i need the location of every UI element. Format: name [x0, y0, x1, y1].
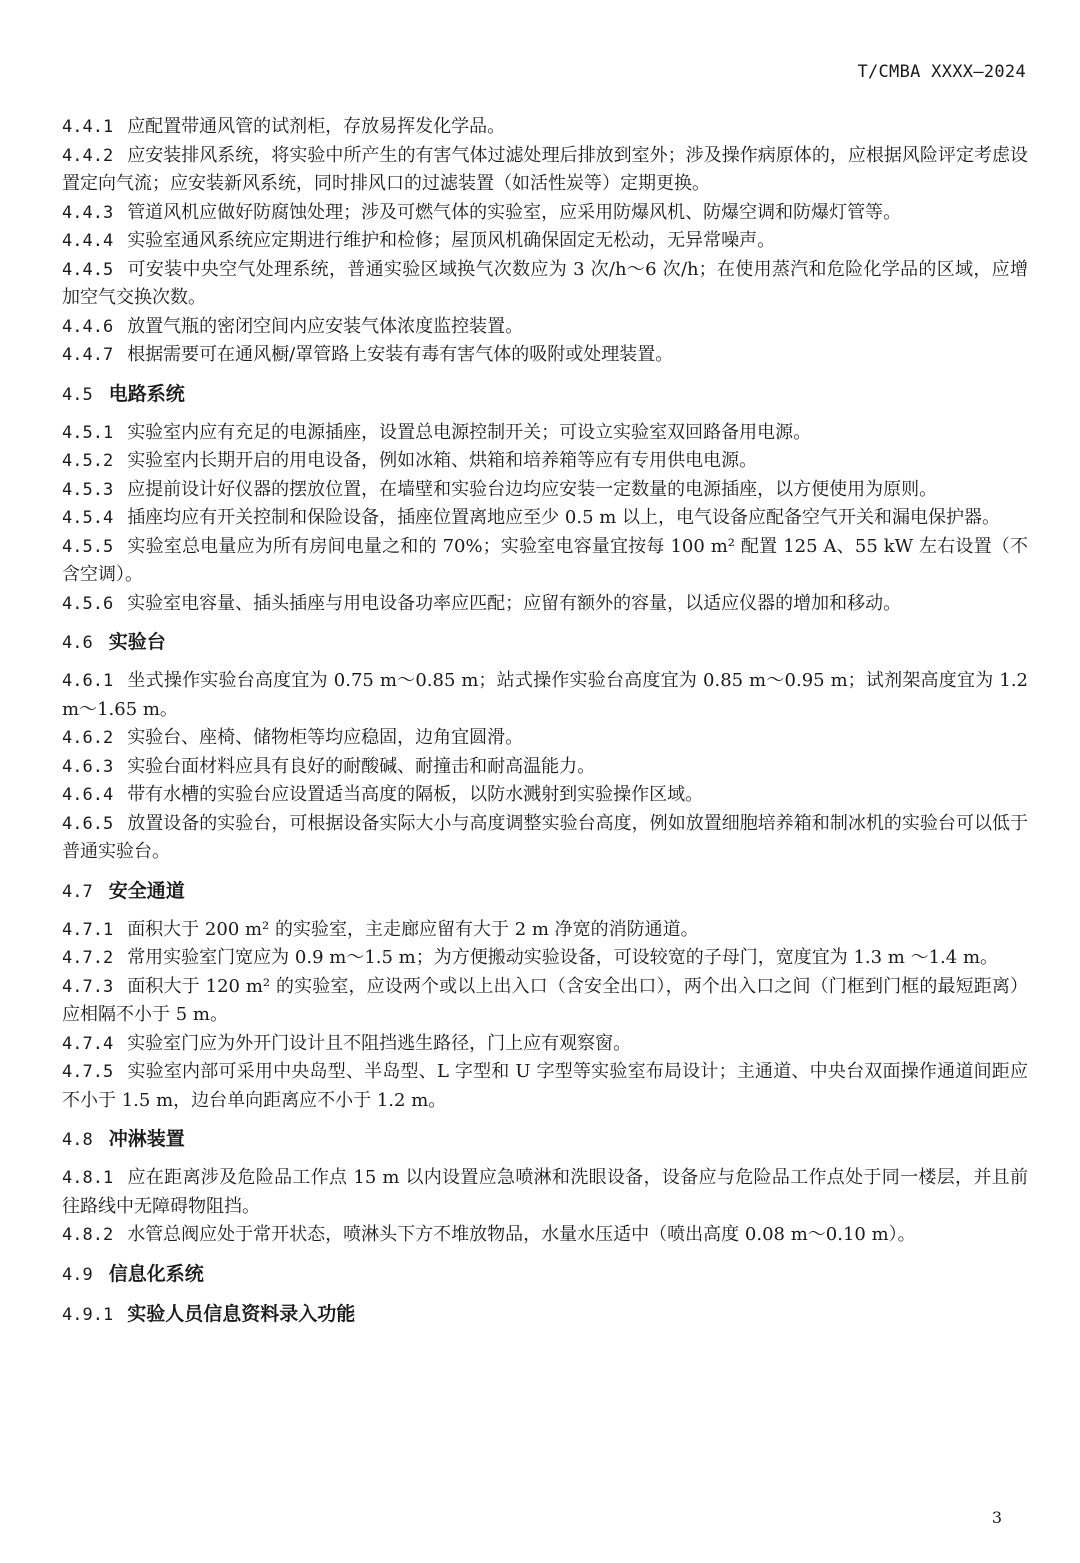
clause-paragraph	[62, 1058, 1028, 1115]
clause-text: 实验室通风系统应定期进行维护和检修；屋顶风机确保固定无松动，无异常噪声。	[127, 230, 776, 251]
clause-number: 4.6.3	[62, 756, 114, 777]
clause-paragraph	[62, 256, 1028, 313]
clause-paragraph	[62, 810, 1028, 867]
clause-number: 4.5.6	[62, 593, 114, 614]
clause-number: 4.6.2	[62, 728, 114, 748]
clause-number: 4.6.5	[62, 813, 114, 834]
clause-number: 4.4.4	[62, 231, 114, 251]
clause-text: 面积大于 200 m² 的实验室，主走廊应留有大于 2 m 净宽的消防通道。	[127, 918, 699, 940]
clause-paragraph	[62, 447, 1028, 476]
clause-paragraph	[62, 590, 1028, 619]
clause-paragraph	[62, 341, 1028, 370]
clause-number: 4.7	[62, 881, 93, 902]
clause-text: 实验室内应有充足的电源插座，设置总电源控制开关；可设立实验室双回路备用电源。	[127, 421, 812, 443]
clause-paragraph	[62, 199, 1028, 228]
clause-text: 放置气瓶的密闭空间内应安装气体浓度监控装置。	[127, 315, 524, 337]
clause-text: 常用实验室门宽应为 0.9 m～1.5 m；为方便搬动实验设备，可设较宽的子母门，宽度宜为 1.3 m ～1.4 m。	[127, 947, 999, 968]
clause-number: 4.7.2	[62, 948, 114, 968]
clause-text: 应安装排风系统，将实验中所产生的有害气体过滤处理后排放到室外；涉及操作病原体的，应根据风险评定考虑设置定向气流；应安装新风系统，同时排风口的过滤装置（如活性炭等）定期更换。	[62, 144, 1028, 194]
section-heading	[62, 379, 1028, 410]
clause-number: 4.8.2	[62, 1225, 114, 1245]
clause-paragraph	[62, 1164, 1028, 1221]
clause-number: 4.9.1	[62, 1304, 114, 1325]
clause-text: 实验室门应为外开门设计且不阻挡逃生路径，门上应有观察窗。	[127, 1032, 632, 1054]
section-heading	[62, 627, 1028, 658]
clause-number: 4.4.3	[62, 202, 114, 223]
clause-text: 应提前设计好仪器的摆放位置，在墙壁和实验台边均应安装一定数量的电源插座，以方便使用为原则。	[127, 478, 938, 500]
clause-text: 实验人员信息资料录入功能	[127, 1302, 356, 1325]
clause-paragraph	[62, 724, 1028, 753]
clause-paragraph	[62, 504, 1028, 533]
clause-text: 根据需要可在通风橱/罩管路上安装有毒有害气体的吸附或处理装置。	[127, 344, 674, 365]
clause-text: 实验台面材料应具有良好的耐酸碱、耐撞击和耐高温能力。	[127, 755, 596, 777]
clause-text: 坐式操作实验台高度宜为 0.75 m～0.85 m；站式操作实验台高度宜为 0.85 m～0.95 m；试剂架高度宜为 1.2 m～1.65 m。	[62, 670, 1028, 720]
clause-number: 4.5	[62, 384, 93, 405]
clause-text: 面积大于 120 m² 的实验室，应设两个或以上出入口（含安全出口），两个出入口之间（门框到门框的最短距离）应相隔不小于 5 m。	[62, 975, 1028, 1025]
clause-text: 实验台、座椅、储物柜等均应稳固，边角宜圆滑。	[127, 727, 524, 748]
clause-paragraph	[62, 973, 1028, 1030]
clause-number: 4.5.1	[62, 422, 114, 443]
clause-paragraph	[62, 227, 1028, 256]
document-code-header: T/CMBA XXXX—2024	[857, 62, 1026, 82]
clause-text: 放置设备的实验台，可根据设备实际大小与高度调整实验台高度，例如放置细胞培养箱和制冰机的实验台可以低于普通实验台。	[62, 812, 1028, 862]
clause-text: 信息化系统	[108, 1262, 204, 1285]
clause-text: 安全通道	[108, 879, 185, 902]
clause-paragraph	[62, 142, 1028, 199]
clause-number: 4.9	[62, 1264, 93, 1285]
clause-text: 水管总阀应处于常开状态，喷淋头下方不堆放物品，水量水压适中（喷出高度 0.08 m～0.10 m）。	[127, 1224, 916, 1245]
clause-number: 4.6.1	[62, 671, 114, 691]
clause-paragraph	[62, 476, 1028, 505]
clause-number: 4.7.5	[62, 1062, 114, 1082]
clause-paragraph	[62, 667, 1028, 724]
clause-paragraph	[62, 944, 1028, 973]
clause-paragraph	[62, 753, 1028, 782]
clause-text: 电路系统	[108, 382, 185, 405]
clause-text: 实验室内长期开启的用电设备，例如冰箱、烘箱和培养箱等应有专用供电电源。	[127, 450, 758, 471]
clause-text: 应在距离涉及危险品工作点 15 m 以内设置应急喷淋和洗眼设备，设备应与危险品工作点处于同一楼层，并且前往路线中无障碍物阻挡。	[62, 1167, 1028, 1217]
document-body	[62, 113, 1028, 1330]
clause-text: 实验室电容量、插头插座与用电设备功率应匹配；应留有额外的容量，以适应仪器的增加和移动。	[127, 592, 902, 614]
clause-text: 插座均应有开关控制和保险设备，插座位置离地应至少 0.5 m 以上，电气设备应配备空气开关和漏电保护器。	[127, 507, 1001, 528]
section-heading	[62, 1259, 1028, 1290]
clause-text: 冲淋装置	[108, 1128, 185, 1150]
clause-number: 4.5.5	[62, 536, 114, 557]
clause-paragraph	[62, 113, 1028, 142]
clause-text: 应配置带通风管的试剂柜，存放易挥发化学品。	[127, 116, 506, 137]
clause-number: 4.5.3	[62, 479, 114, 500]
clause-number: 4.5.4	[62, 508, 114, 528]
clause-paragraph	[62, 313, 1028, 342]
clause-number: 4.7.4	[62, 1033, 114, 1054]
clause-paragraph	[62, 1030, 1028, 1059]
clause-paragraph	[62, 1221, 1028, 1250]
clause-number: 4.7.3	[62, 976, 114, 997]
clause-number: 4.8.1	[62, 1168, 114, 1188]
clause-text: 管道风机应做好防腐蚀处理；涉及可燃气体的实验室，应采用防爆风机、防爆空调和防爆灯管等。	[127, 201, 902, 223]
clause-number: 4.4.5	[62, 259, 114, 280]
clause-paragraph	[62, 781, 1028, 810]
clause-number: 4.7.1	[62, 919, 114, 940]
clause-number: 4.4.6	[62, 316, 114, 337]
clause-text: 实验室总电量应为所有房间电量之和的 70%；实验室电容量宜按每 100 m² 配置 125 A、55 kW 左右设置（不含空调）。	[62, 535, 1028, 585]
clause-paragraph	[62, 419, 1028, 448]
clause-text: 实验室内部可采用中央岛型、半岛型、L 字型和 U 字型等实验室布局设计；主通道、中央台双面操作通道间距应不小于 1.5 m，边台单向距离应不小于 1.2 m。	[62, 1061, 1028, 1111]
clause-text: 可安装中央空气处理系统，普通实验区域换气次数应为 3 次/h～6 次/h；在使用蒸汽和危险化学品的区域，应增加空气交换次数。	[62, 258, 1028, 308]
section-heading	[62, 876, 1028, 907]
clause-number: 4.4.1	[62, 117, 114, 137]
clause-text: 实验台	[108, 631, 166, 653]
subsection-heading	[62, 1299, 1028, 1330]
clause-paragraph	[62, 916, 1028, 945]
section-heading	[62, 1124, 1028, 1155]
clause-number: 4.8	[62, 1130, 93, 1150]
clause-number: 4.4.2	[62, 145, 114, 166]
clause-number: 4.5.2	[62, 451, 114, 471]
page-number: 3	[991, 1508, 1002, 1527]
clause-paragraph	[62, 533, 1028, 590]
clause-number: 4.6	[62, 633, 93, 653]
clause-number: 4.6.4	[62, 785, 114, 805]
clause-number: 4.4.7	[62, 345, 114, 365]
clause-text: 带有水槽的实验台应设置适当高度的隔板，以防水溅射到实验操作区域。	[127, 784, 704, 805]
